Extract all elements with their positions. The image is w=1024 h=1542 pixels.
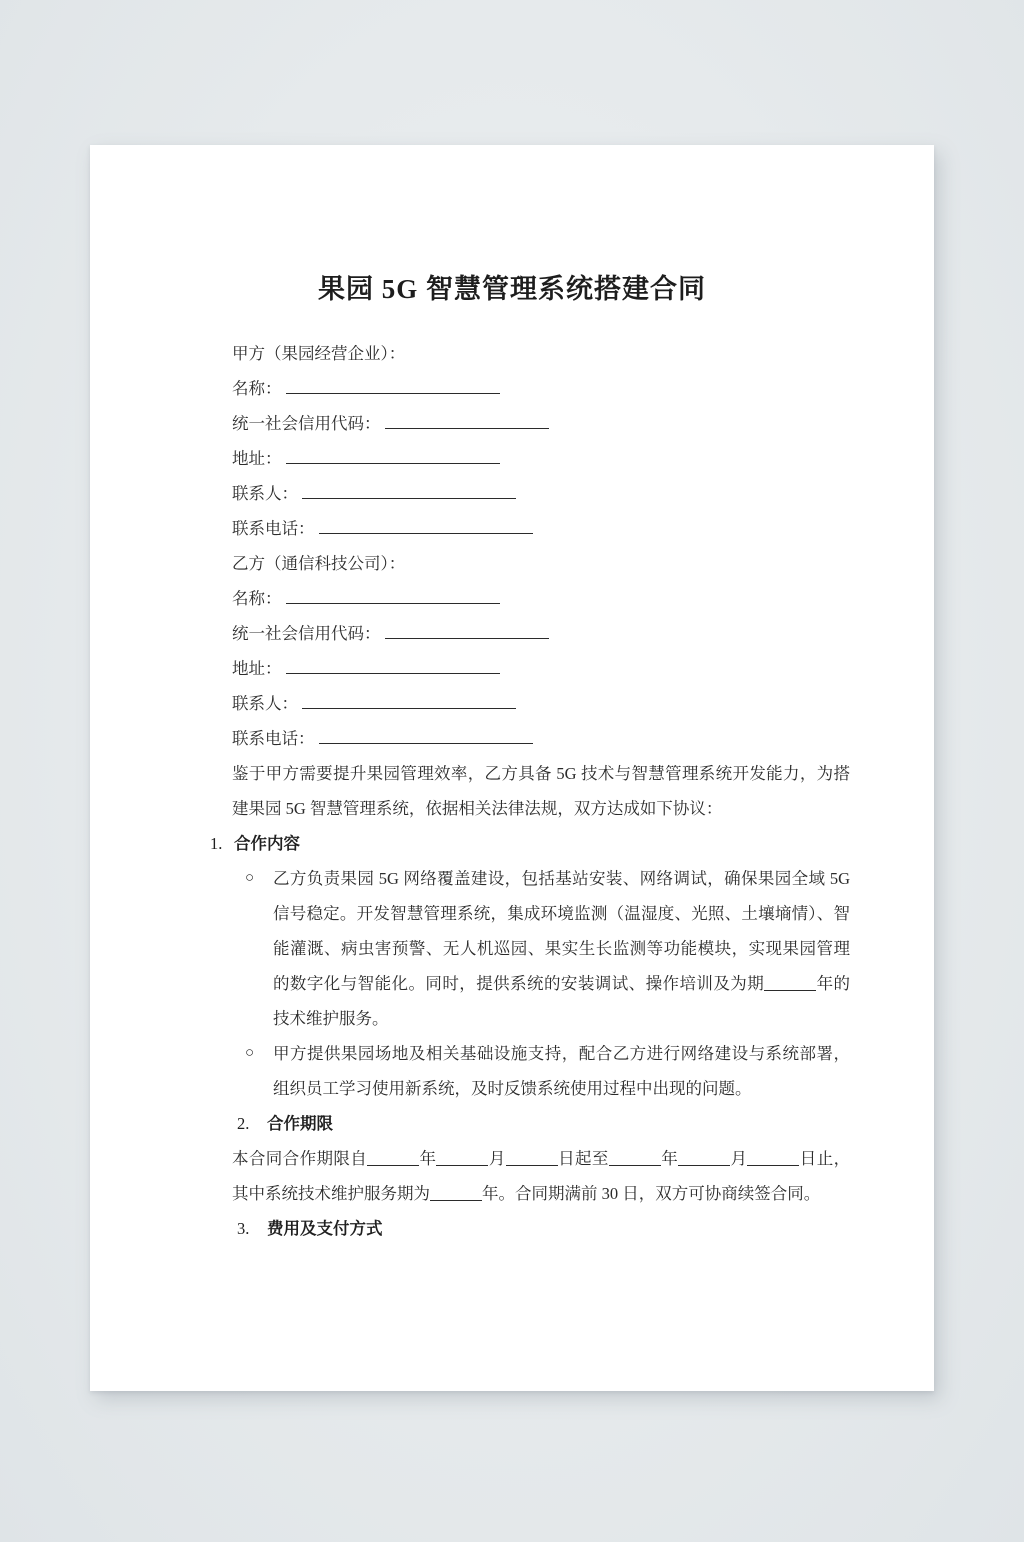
term-text-2: 月 xyxy=(488,1149,506,1168)
field-blank-input[interactable] xyxy=(302,693,516,710)
party-a-field-credit-code xyxy=(232,406,846,441)
list-item-text xyxy=(273,861,850,1036)
field-label: 名称： xyxy=(232,589,282,608)
party-b-field-name xyxy=(232,581,846,616)
section-title: 合作期限 xyxy=(267,1114,333,1133)
section-number: 3. xyxy=(237,1219,250,1238)
section-1-heading xyxy=(90,826,934,861)
party-b-field-credit-code xyxy=(232,616,846,651)
term-text-0: 本合同合作期限自 xyxy=(232,1149,368,1168)
field-label: 联系电话： xyxy=(232,519,315,538)
term-text-5: 月 xyxy=(730,1149,748,1168)
page-content xyxy=(90,145,934,1391)
section-number: 1. xyxy=(210,834,223,853)
preamble-paragraph: 鉴于甲方需要提升果园管理效率，乙方具备 5G 技术与智慧管理系统开发能力，为搭建果园 5G 智慧管理系统，依据相关法律法规，双方达成如下协议： xyxy=(232,764,850,818)
party-a-field-phone xyxy=(232,511,846,546)
field-label: 联系电话： xyxy=(232,729,315,748)
maintenance-years-blank-input[interactable] xyxy=(764,975,816,992)
list-item-body xyxy=(273,861,850,1036)
list-item xyxy=(90,1036,934,1106)
list-item-text: 甲方提供果园场地及相关基础设施支持，配合乙方进行网络建设与系统部署，组织员工学习使用新系统，及时反馈系统使用过程中出现的问题。 xyxy=(273,1044,850,1098)
section-title: 费用及支付方式 xyxy=(267,1219,383,1238)
field-blank-input[interactable] xyxy=(385,623,549,640)
party-a-field-contact-person xyxy=(232,476,846,511)
list-item-body xyxy=(273,1036,850,1106)
start-day-blank-input[interactable] xyxy=(506,1150,558,1167)
party-a-field-name xyxy=(232,371,846,406)
term-text-3: 日起至 xyxy=(557,1149,609,1168)
field-label: 地址： xyxy=(232,449,282,468)
field-blank-input[interactable] xyxy=(319,728,533,745)
field-label: 统一社会信用代码： xyxy=(232,624,381,643)
section-2-paragraph xyxy=(90,1141,934,1211)
field-blank-input[interactable] xyxy=(286,588,500,605)
party-b-field-address xyxy=(232,651,846,686)
section-number: 2. xyxy=(237,1114,250,1133)
start-year-blank-input[interactable] xyxy=(367,1150,419,1167)
party-b-field-contact-person xyxy=(232,686,846,721)
field-label: 联系人： xyxy=(232,484,298,503)
field-label: 统一社会信用代码： xyxy=(232,414,381,433)
term-text-4: 年 xyxy=(660,1149,679,1168)
list-item-text-before-blank: 乙方负责果园 5G 网络覆盖建设，包括基站安装、网络调试，确保果园全域 5G 信号稳定。开发智慧管理系统，集成环境监测（温湿度、光照、土壤墒情）、智能灌溉、病虫害预警、无人机巡园、果实生长监测等功能模块，实现果园管理的数字化与智能化。同时，提供系统的安装调试、操作培训及为期 xyxy=(273,869,850,993)
field-blank-input[interactable] xyxy=(286,448,500,465)
section-2-heading xyxy=(90,1106,934,1141)
circle-bullet-icon: ○ xyxy=(245,870,255,886)
field-label: 地址： xyxy=(232,659,282,678)
field-blank-input[interactable] xyxy=(286,658,500,675)
field-label: 名称： xyxy=(232,379,282,398)
circle-bullet-icon: ○ xyxy=(245,1045,255,1061)
party-a-block xyxy=(90,336,934,546)
party-a-heading: 甲方（果园经营企业）： xyxy=(232,344,406,363)
end-year-blank-input[interactable] xyxy=(609,1150,661,1167)
field-blank-input[interactable] xyxy=(302,483,516,500)
term-text-6: 日止，其中系统技术维护服务期为 xyxy=(232,1149,851,1203)
list-item-text-after-blank: 年的技术维护服务。 xyxy=(273,974,851,1028)
party-b-heading: 乙方（通信科技公司）： xyxy=(232,554,406,573)
page-title: 果园 5G 智慧管理系统搭建合同 xyxy=(317,274,706,304)
party-b-field-phone xyxy=(232,721,846,756)
term-text-1: 年 xyxy=(419,1149,437,1168)
list-item xyxy=(90,861,934,1036)
section-3-heading xyxy=(90,1211,934,1246)
term-text-7: 年。合同期满前 30 日，双方可协商续签合同。 xyxy=(482,1184,821,1203)
field-blank-input[interactable] xyxy=(286,378,500,395)
field-label: 联系人： xyxy=(232,694,298,713)
end-month-blank-input[interactable] xyxy=(678,1150,730,1167)
section-title: 合作内容 xyxy=(234,834,300,853)
field-blank-input[interactable] xyxy=(319,518,533,535)
party-b-block xyxy=(90,546,934,756)
document-page xyxy=(90,145,934,1391)
end-day-blank-input[interactable] xyxy=(747,1150,799,1167)
party-a-field-address xyxy=(232,441,846,476)
service-period-years-blank-input[interactable] xyxy=(430,1185,482,1202)
start-month-blank-input[interactable] xyxy=(436,1150,488,1167)
field-blank-input[interactable] xyxy=(385,413,549,430)
